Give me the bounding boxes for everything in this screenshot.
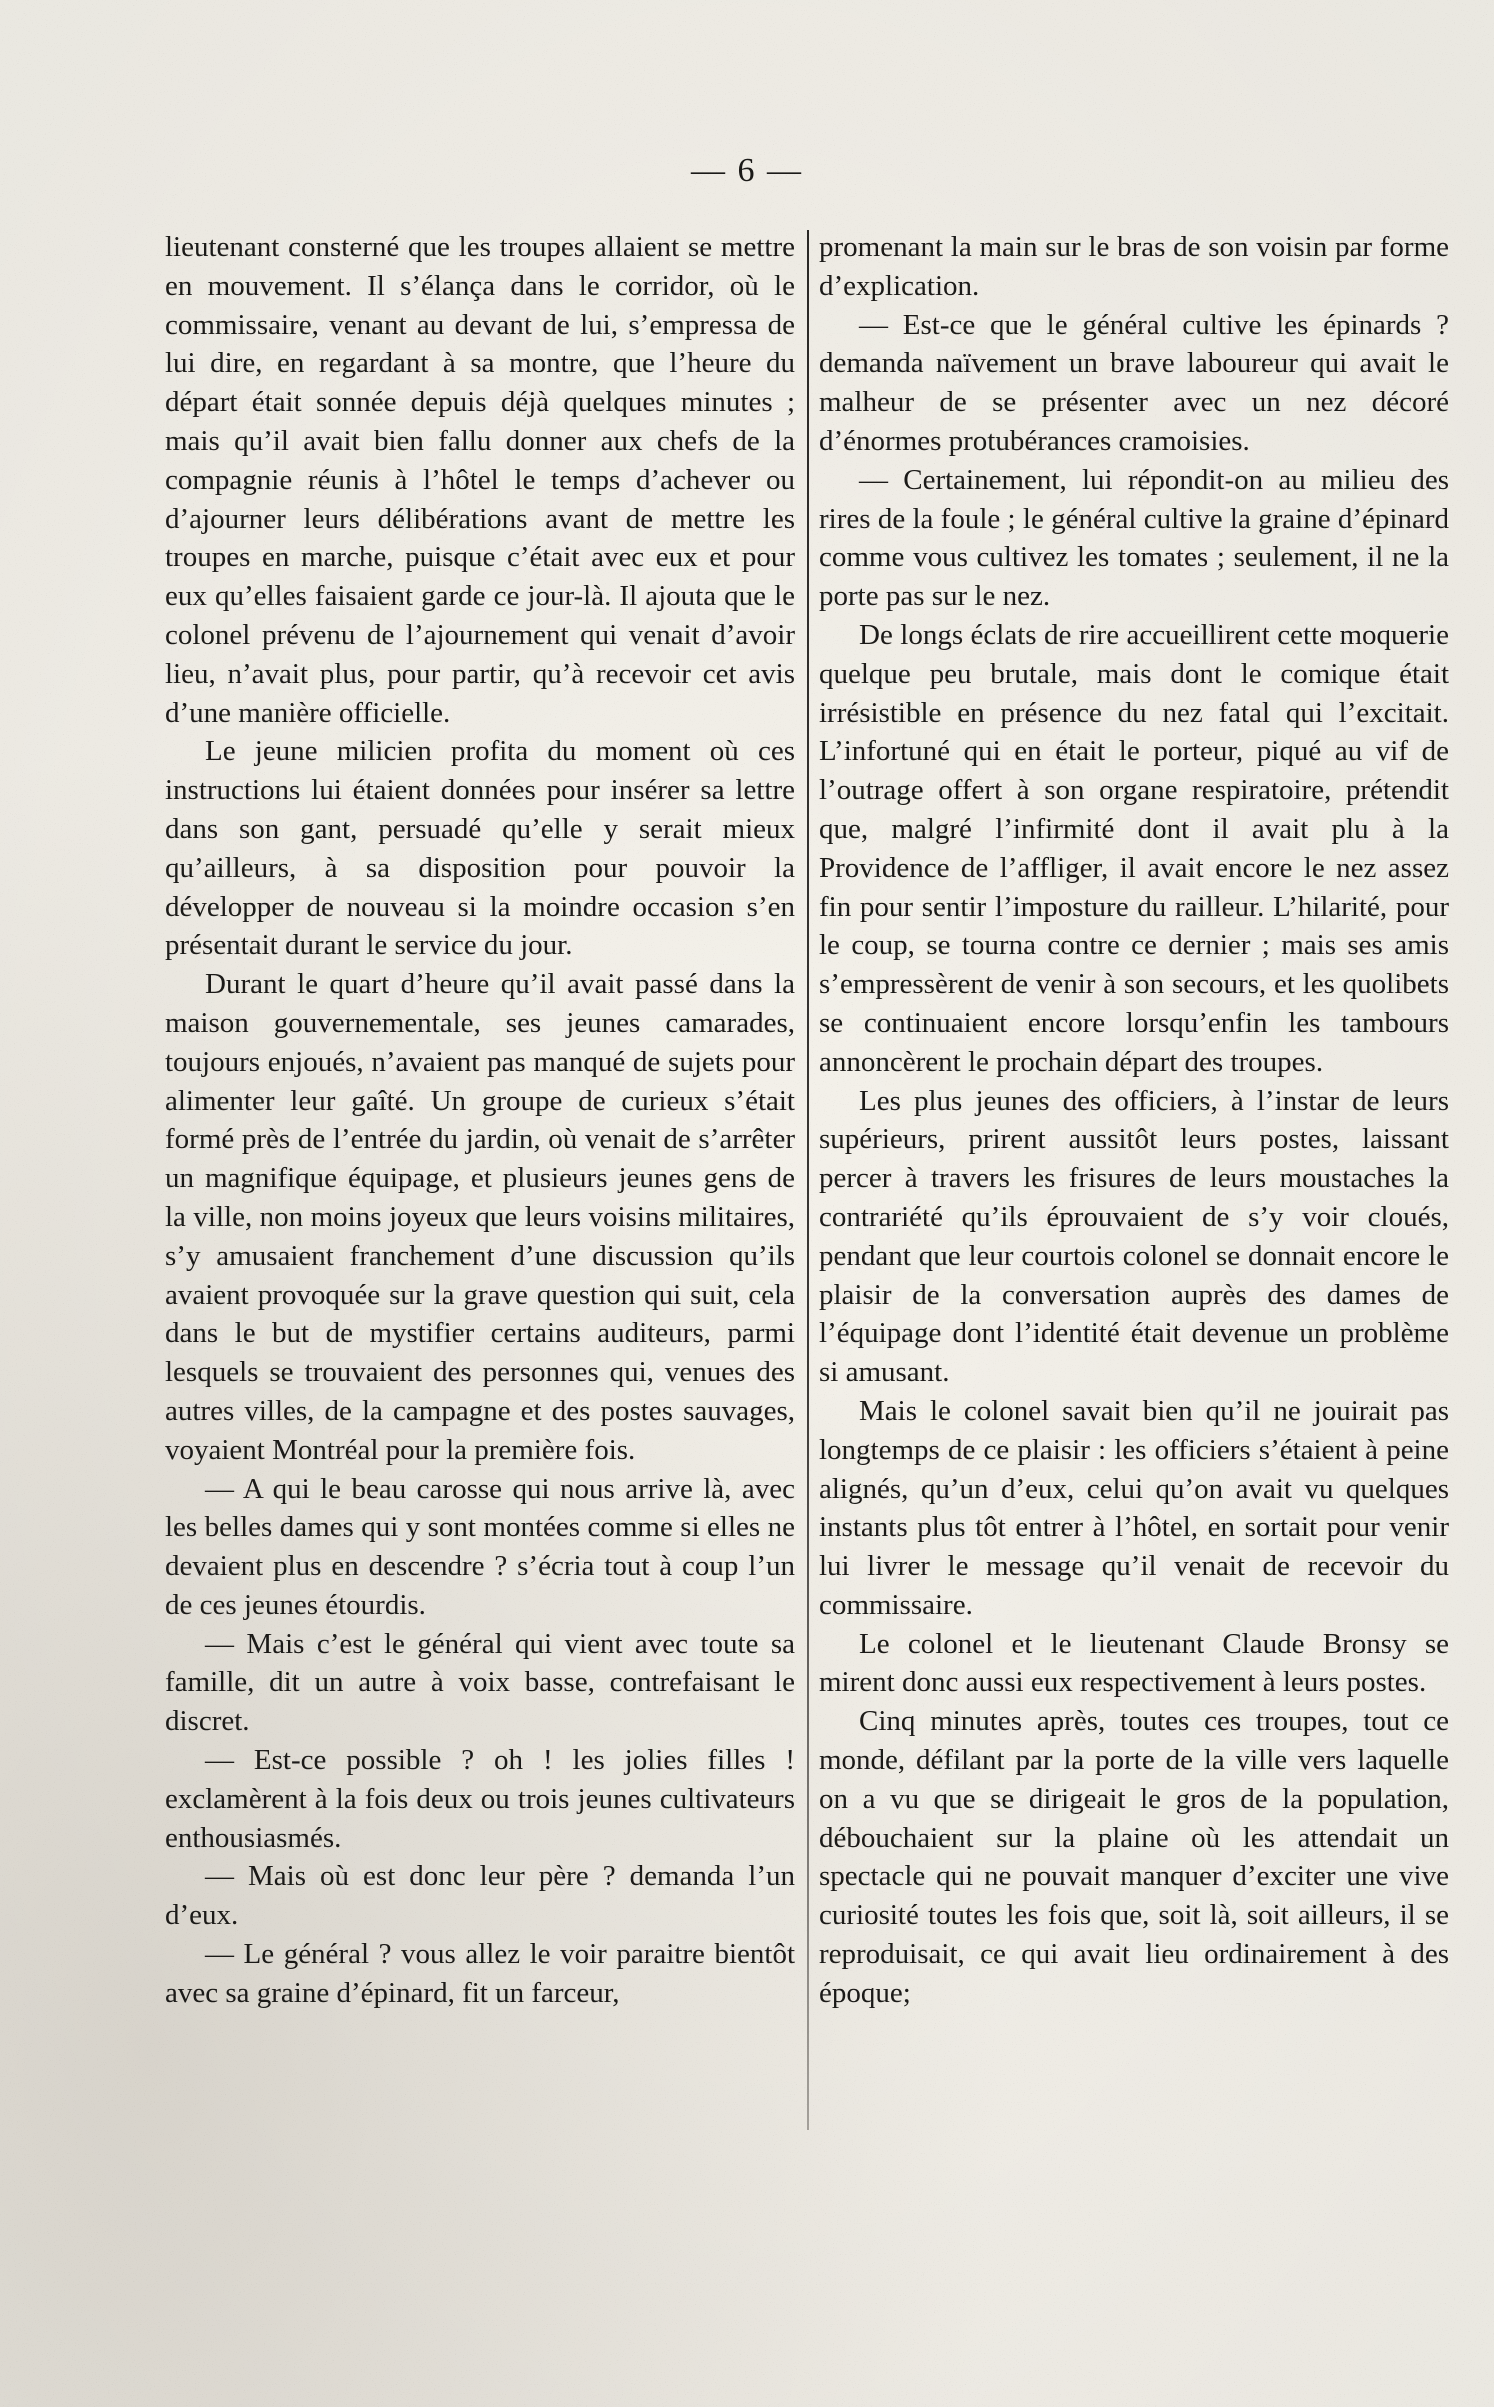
column-divider [807, 230, 809, 2130]
dialogue-paragraph: — Certainement, lui répondit-on au milieu des rires de la foule ; le général cultive la graine d’épinard comme vous cultivez les tomates ; seulement, il ne la porte pas sur le nez. [819, 463, 1449, 613]
paragraph: Cinq minutes après, toutes ces troupes, tout ce monde, défilant par la porte de la ville vers laquelle on a vu que se dirigeait le gros de la population, débouchaient sur la plaine où les attendait un spectacle qui ne pouvait manquer d’exciter une vive curiosité toutes les fois que, soit là, soit ailleurs, il se reproduisait, ce qui avait lieu ordinairement à des époque; [819, 1705, 1449, 2009]
dialogue-paragraph: — Est-ce possible ? oh ! les jolies filles ! exclamèrent à la fois deux ou trois jeunes cultivateurs enthousiasmés. [165, 1744, 795, 1854]
page-number: — 6 — [691, 152, 803, 189]
paragraph: Les plus jeunes des officiers, à l’instar de leurs supérieurs, prirent aussitôt leurs postes, laissant percer à travers les frisures de leurs moustaches la contrariété qu’ils éprouvaient de s’y voir cloués, pendant que leur courtois colonel se donnait encore le plaisir de la conversation auprès des dames de l’équipage dont l’identité était devenue un problème si amusant. [819, 1084, 1449, 1389]
paragraph: Mais le colonel savait bien qu’il ne jouirait pas longtemps de ce plaisir : les officiers s’étaient à peine alignés, qu’un d’eux, celui qu’on avait vu quelques instants plus tôt entrer à l’hôtel, en sortait pour venir lui livrer le message qu’il venait de recevoir du commissaire. [819, 1394, 1449, 1621]
paragraph: Durant le quart d’heure qu’il avait passé dans la maison gouvernementale, ses jeunes camarades, toujours enjoués, n’avaient pas manqué de sujets pour alimenter leur gaîté. Un groupe de curieux s’était formé près de l’entrée du jardin, où venait de s’arrêter un magnifique équipage, et plusieurs jeunes gens de la ville, non moins joyeux que leurs voisins militaires, s’y amusaient franchement d’une discussion qu’ils avaient provoquée sur la grave question qui suit, cela dans le but de mystifier certains auditeurs, parmi lesquels se trouvaient des personnes qui, venues des autres villes, de la campagne et des postes sauvages, voyaient Montréal pour la première fois. [165, 968, 795, 1466]
dialogue-paragraph: — Mais où est donc leur père ? demanda l’un d’eux. [165, 1860, 795, 1932]
paragraph: lieutenant consterné que les troupes allaient se mettre en mouvement. Il s’élança dans le corridor, où le commissaire, venant au devant de lui, s’empressa de lui dire, en regardant à sa montre, que l’heure du départ était sonnée depuis déjà quelques minutes ; mais qu’il avait bien fallu donner aux chefs de la compagnie réunis à l’hôtel le temps d’achever ou d’ajourner leurs délibérations avant de mettre les troupes en marche, puisque c’était avec eux et pour eux qu’elles faisaient garde ce jour-là. Il ajouta que le colonel prévenu de l’ajournement qui venait d’avoir lieu, n’avait plus, pour partir, qu’à recevoir cet avis d’une manière officielle. [165, 231, 795, 729]
dialogue-paragraph: — Mais c’est le général qui vient avec toute sa famille, dit un autre à voix basse, contrefaisant le discret. [165, 1627, 795, 1738]
dialogue-paragraph: — Est-ce que le général cultive les épinards ? demanda naïvement un brave laboureur qui avait le malheur de se présenter avec un nez décoré d’énormes protubérances cramoisies. [819, 308, 1449, 457]
dialogue-paragraph: — A qui le beau carosse qui nous arrive là, avec les belles dames qui y sont montées comme si elles ne devaient plus en descendre ? s’écria tout à coup l’un de ces jeunes étourdis. [165, 1472, 795, 1621]
paragraph: De longs éclats de rire accueillirent cette moquerie quelque peu brutale, mais dont le comique était irrésistible en présence du nez fatal qui l’excitait. L’infortuné qui en était le porteur, piqué au vif de l’outrage offert à son organe respiratoire, prétendit que, malgré l’infirmité dont il avait plu à la Providence de l’affliger, il avait encore le nez assez fin pour sentir l’imposture du railleur. L’hilarité, pour le coup, se tourna contre ce dernier ; mais ses amis s’empressèrent de venir à son secours, et les quolibets se continuaient encore lorsqu’enfin les tambours annoncèrent le prochain départ des troupes. [819, 618, 1449, 1078]
paragraph: Le jeune milicien profita du moment où ces instructions lui étaient données pour insérer sa lettre dans son gant, persuadé qu’elle y serait mieux qu’ailleurs, à sa disposition pour pouvoir la développer de nouveau si la moindre occasion s’en présentait durant le service du jour. [165, 735, 795, 962]
right-column [819, 228, 1449, 2013]
paragraph: promenant la main sur le bras de son voisin par forme d’explication. [819, 231, 1449, 302]
left-column [165, 228, 795, 2013]
dialogue-paragraph: — Le général ? vous allez le voir paraitre bientôt avec sa graine d’épinard, fit un farceur, [165, 1938, 795, 2009]
paragraph: Le colonel et le lieutenant Claude Bronsy se mirent donc aussi eux respectivement à leurs postes. [819, 1627, 1449, 1699]
